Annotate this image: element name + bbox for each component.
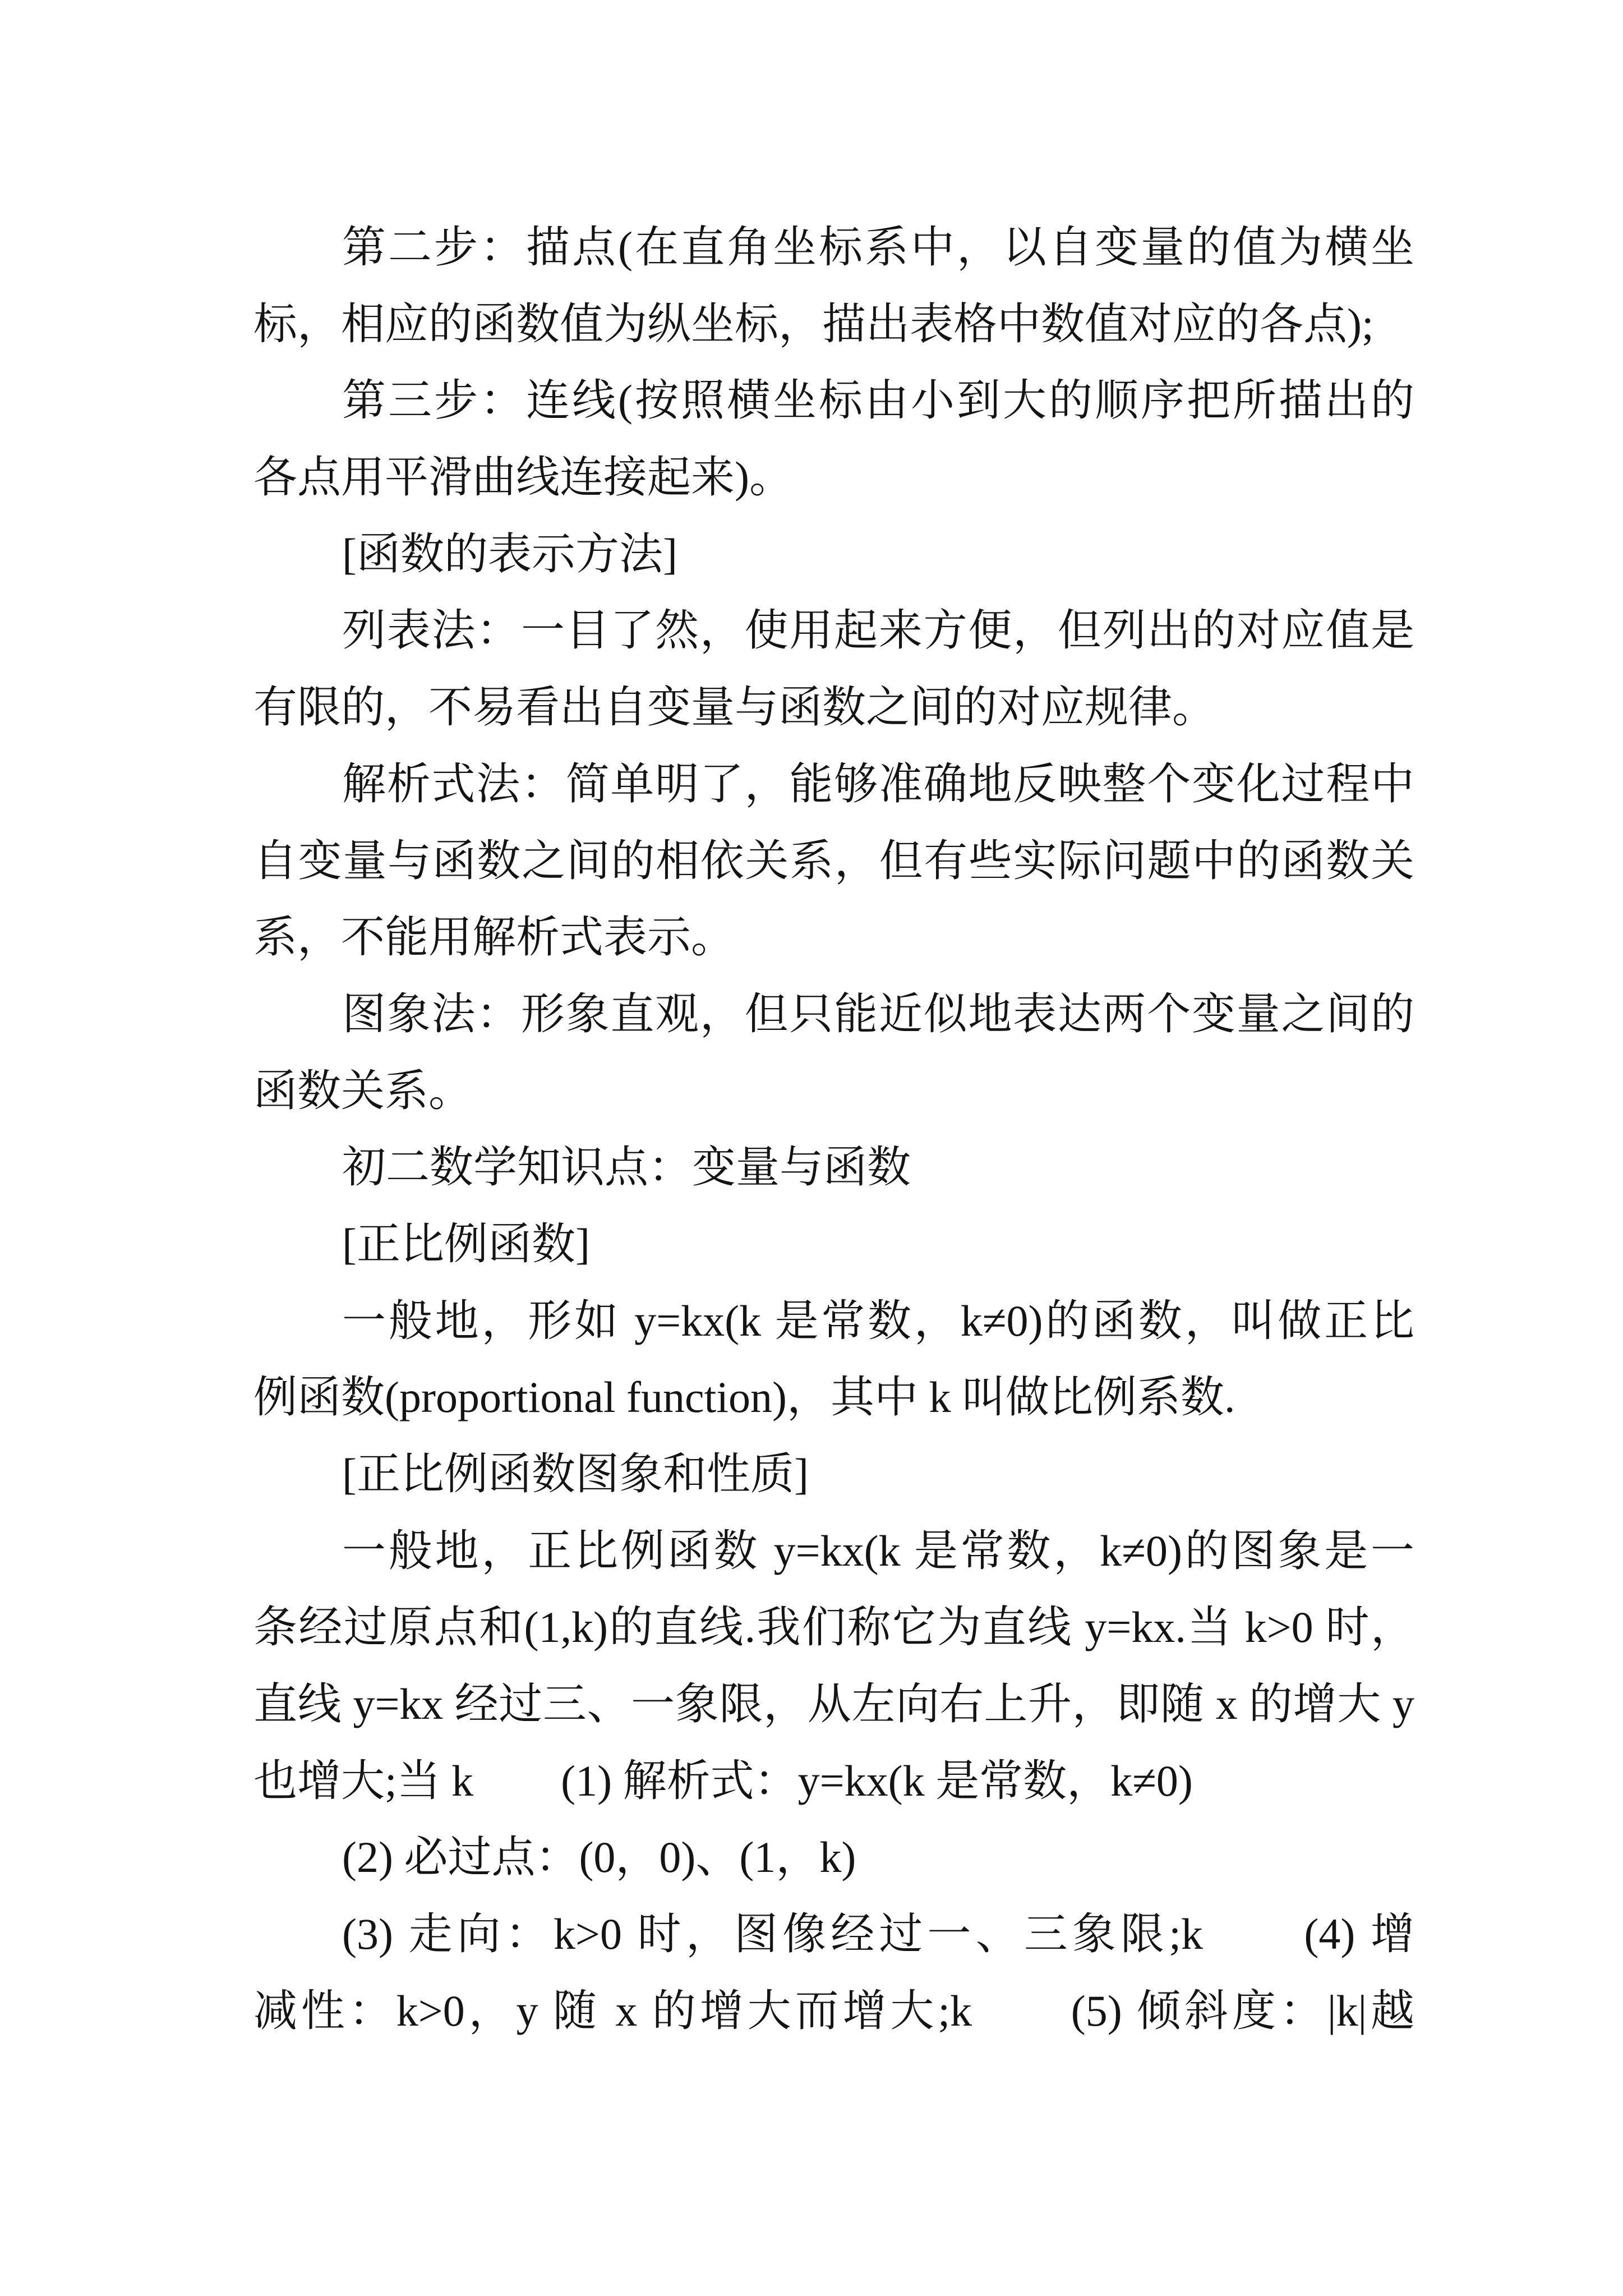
text-line: 条经过原点和(1,k)的直线.我们称它为直线 y=kx.当 k>0 时， <box>253 1603 1414 1652</box>
section-heading <box>253 1206 1414 1283</box>
text-line: 第三步：连线(按照横坐标由小到大的顺序把所描出的 <box>342 376 1414 425</box>
text-line: 直线 y=kx 经过三、一象限，从左向右上升，即随 x 的增大 y <box>253 1680 1414 1729</box>
paragraph <box>253 1283 1414 1436</box>
text-line: 一般地，形如 y=kx(k 是常数，k≠0)的函数，叫做正比 <box>342 1296 1414 1345</box>
paragraph <box>253 746 1414 976</box>
text-line: [函数的表示方法] <box>342 529 677 578</box>
text-line: 有限的，不易看出自变量与函数之间的对应规律。 <box>253 683 1216 732</box>
text-line: 第二步：描点(在直角坐标系中，以自变量的值为横坐 <box>342 223 1414 272</box>
text-line: 解析式法：简单明了，能够准确地反映整个变化过程中 <box>342 759 1414 808</box>
paragraph <box>253 592 1414 746</box>
text-line: [正比例函数] <box>342 1219 590 1268</box>
text-line: 标，相应的函数值为纵坐标，描出表格中数值对应的各点); <box>253 299 1374 348</box>
section-heading <box>253 516 1414 593</box>
paragraph <box>253 976 1414 1129</box>
text-line: 减性：k>0，y 随 x 的增大而增大;k (5) 倾斜度：|k|越 <box>253 1986 1414 2035</box>
text-line: [正比例函数图象和性质] <box>342 1450 809 1498</box>
text-line: 一般地，正比例函数 y=kx(k 是常数，k≠0)的图象是一 <box>342 1526 1414 1575</box>
text-line: (2) 必过点：(0，0)、(1，k) <box>342 1833 856 1882</box>
text-line: 图象法：形象直观，但只能近似地表达两个变量之间的 <box>342 989 1414 1038</box>
text-line: 例函数(proportional function)，其中 k 叫做比例系数. <box>253 1373 1235 1422</box>
text-line: (3) 走向：k>0 时，图像经过一、三象限;k (4) 增 <box>342 1910 1414 1959</box>
paragraph <box>253 1896 1414 2049</box>
section-title <box>253 1129 1414 1206</box>
text-line: 也增大;当 k (1) 解析式：y=kx(k 是常数，k≠0) <box>253 1756 1193 1805</box>
section-heading <box>253 1436 1414 1513</box>
paragraph <box>253 362 1414 516</box>
text-line: 列表法：一目了然，使用起来方便，但列出的对应值是 <box>342 606 1414 655</box>
paragraph <box>253 1819 1414 1896</box>
paragraph <box>253 1513 1414 1820</box>
text-line: 各点用平滑曲线连接起来)。 <box>253 453 793 502</box>
text-line: 自变量与函数之间的相依关系，但有些实际问题中的函数关 <box>253 836 1414 885</box>
text-line: 初二数学知识点：变量与函数 <box>342 1143 911 1192</box>
document-page <box>253 209 1414 2050</box>
paragraph <box>253 209 1414 362</box>
text-line: 函数关系。 <box>253 1066 473 1115</box>
text-line: 系，不能用解析式表示。 <box>253 913 735 962</box>
